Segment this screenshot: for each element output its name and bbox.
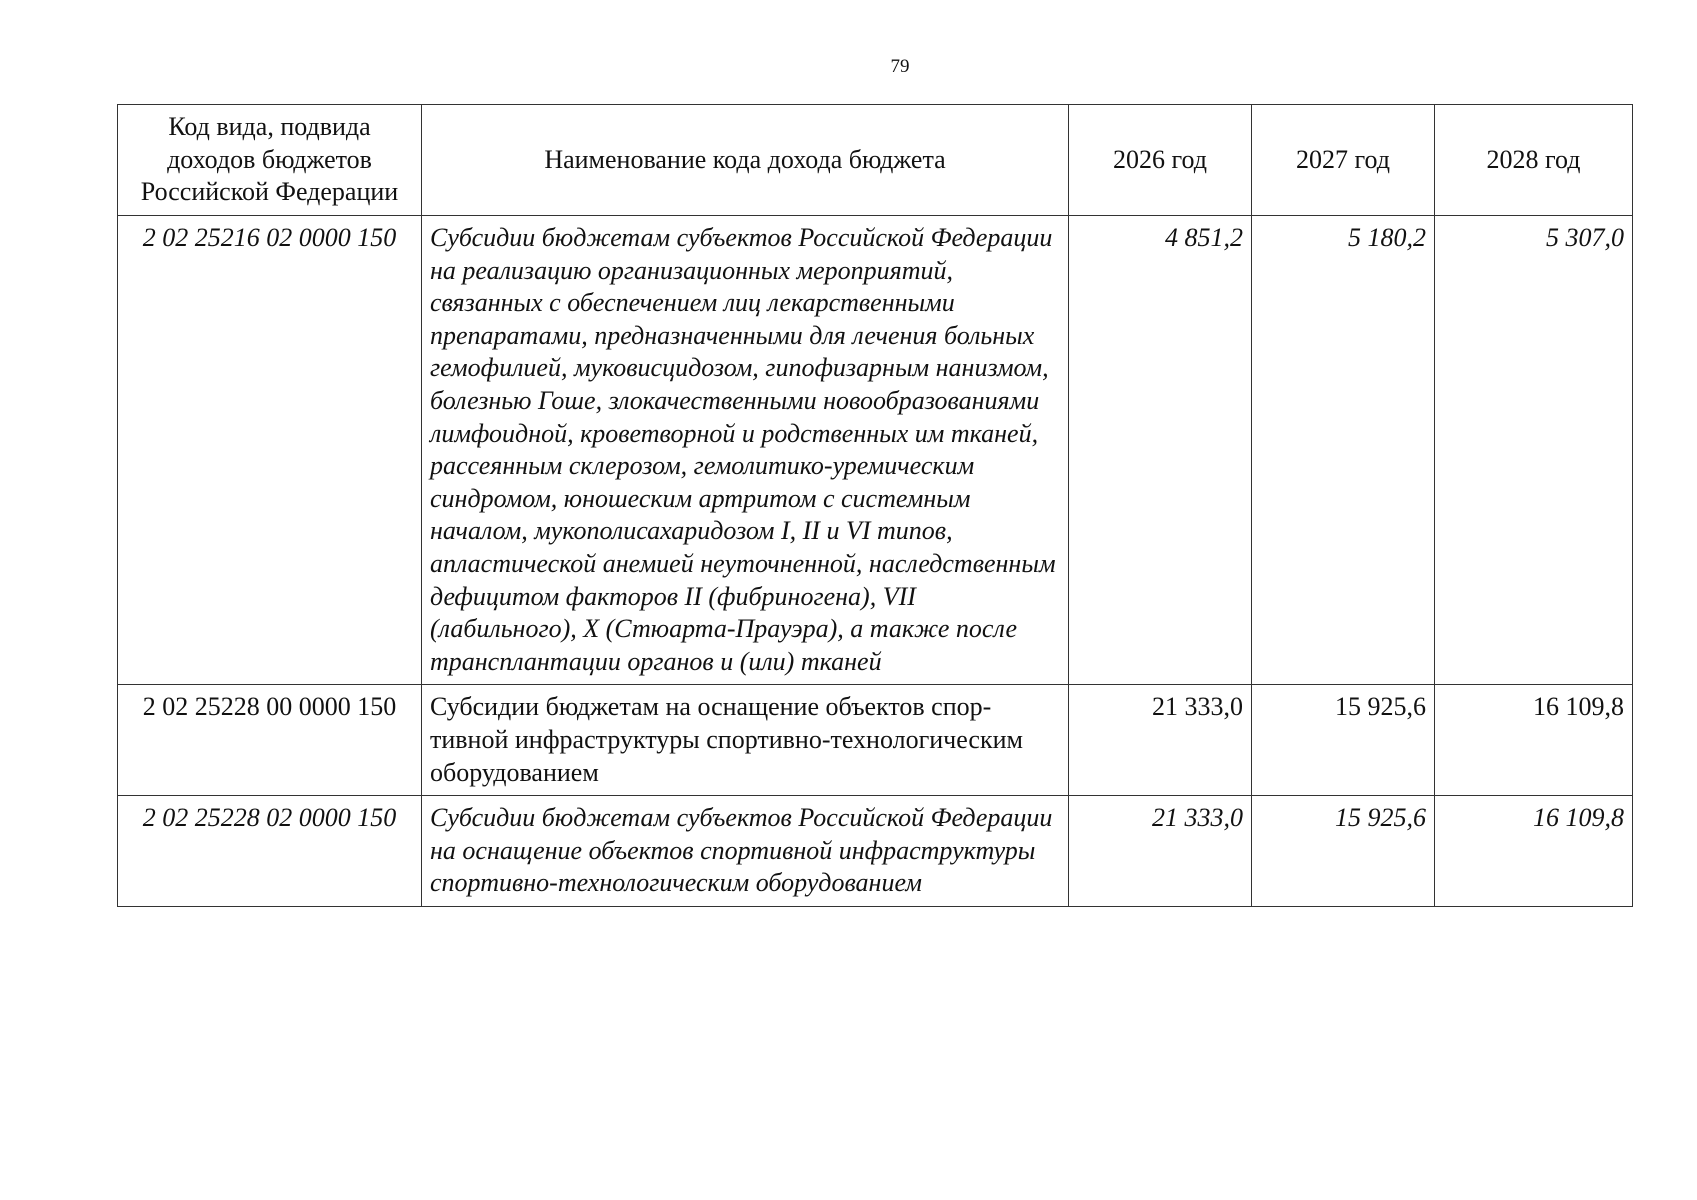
header-year-2027: 2027 год <box>1252 105 1435 216</box>
row-value-2028: 16 109,8 <box>1435 796 1633 907</box>
row-value-2026: 21 333,0 <box>1069 796 1252 907</box>
row-value-2028: 5 307,0 <box>1435 216 1633 685</box>
row-code: 2 02 25216 02 0000 150 <box>118 216 422 685</box>
row-value-2027: 5 180,2 <box>1252 216 1435 685</box>
row-name: Субсидии бюджетам субъектов Российской Федерации на оснащение объектов спортивной инфраструктуры спортивно-технологическим оборудованием <box>422 796 1069 907</box>
table-row <box>118 685 1633 796</box>
row-value-2027: 15 925,6 <box>1252 685 1435 796</box>
table-row <box>118 216 1633 685</box>
header-year-2028: 2028 год <box>1435 105 1633 216</box>
header-year-2026: 2026 год <box>1069 105 1252 216</box>
header-code: Код вида, подвида доходов бюджетов Российской Федерации <box>118 105 422 216</box>
budget-income-table <box>117 104 1633 907</box>
page-number: 79 <box>890 56 910 77</box>
table-header-row <box>118 105 1633 216</box>
row-value-2026: 21 333,0 <box>1069 685 1252 796</box>
row-value-2027: 15 925,6 <box>1252 796 1435 907</box>
row-code: 2 02 25228 00 0000 150 <box>118 685 422 796</box>
table-row <box>118 796 1633 907</box>
header-name: Наименование кода дохода бюджета <box>422 105 1069 216</box>
row-code: 2 02 25228 02 0000 150 <box>118 796 422 907</box>
row-value-2026: 4 851,2 <box>1069 216 1252 685</box>
row-value-2028: 16 109,8 <box>1435 685 1633 796</box>
row-name: Субсидии бюджетам субъектов Российской Федерации на реализацию организационных мероприятий, связанных с обеспечением лиц лекарственными препаратами, предназначенными для лечения больных гемофилией, муковисцидозом, гипофизарным нанизмом, болезнью Гоше, злокачественными новообразованиями лимфоидной, кроветворной и родственных им тканей, рассеянным склерозом, гемолитико-уремическим синдромом, юношеским артритом с системным началом, мукополисахаридозом I, II и VI типов, апластической анемией неуточненной, наследственным дефицитом факторов II (фибриногена), VII (лабильного), X (Стюарта-Прауэра), а также после трансплантации органов и (или) тканей <box>422 216 1069 685</box>
row-name: Субсидии бюджетам на оснащение объектов спортивной инфраструктуры спортивно-технологическим оборудованием <box>422 685 1069 796</box>
